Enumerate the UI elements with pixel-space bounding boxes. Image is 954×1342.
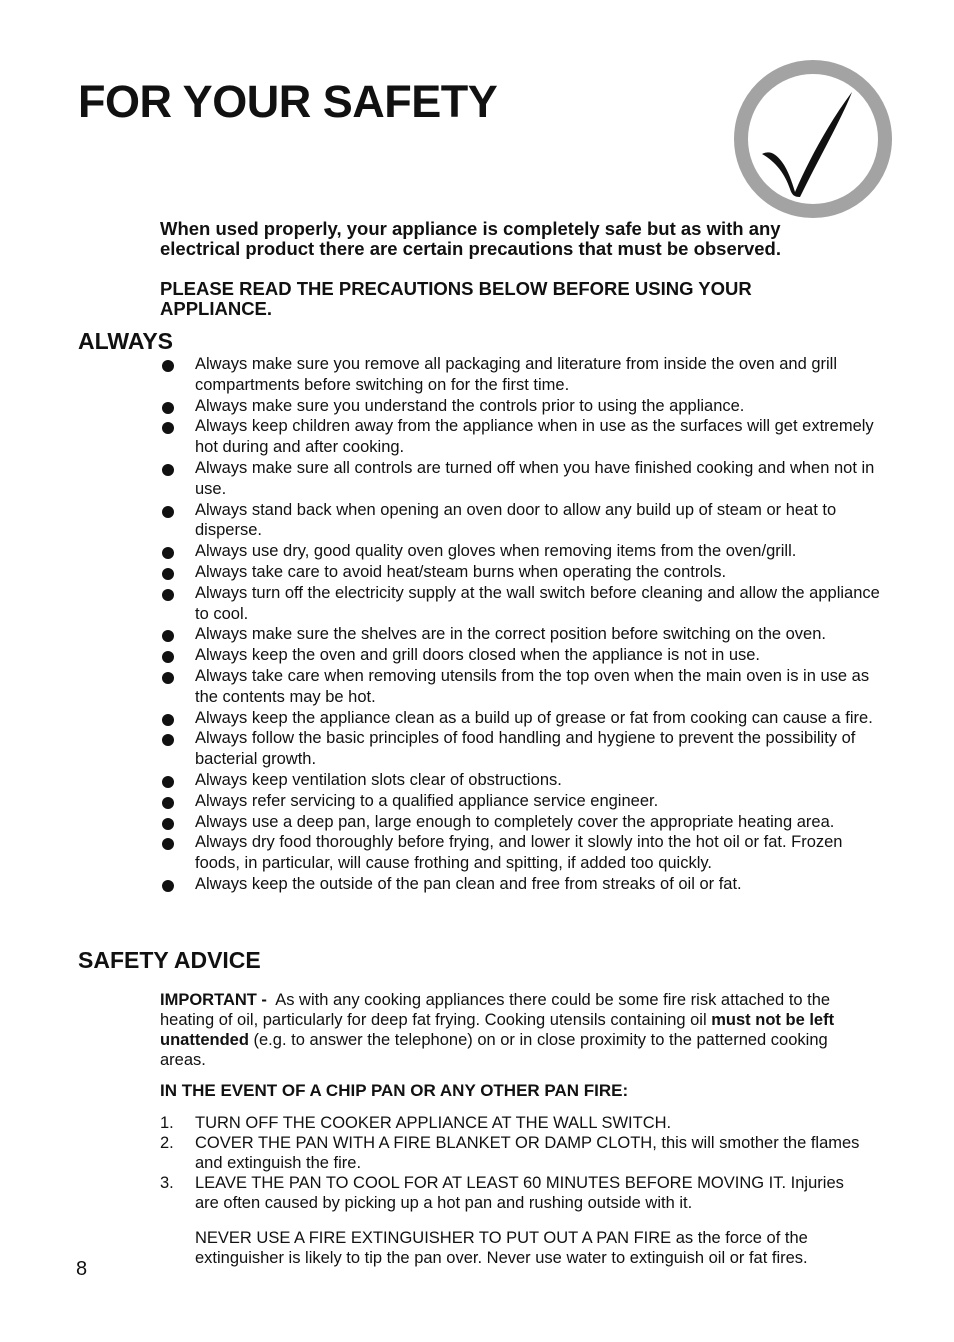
- always-list: [160, 354, 880, 895]
- step-text: TURN OFF THE COOKER APPLIANCE AT THE WALL SWITCH.: [195, 1114, 672, 1132]
- important-emphasis: must not be left unattended: [160, 1011, 835, 1049]
- list-item-text: Always keep the oven and grill doors closed when the appliance is not in use.: [195, 646, 761, 665]
- step-number: 2.: [160, 1134, 174, 1152]
- step-item: [160, 1113, 872, 1133]
- list-item-text: Always stand back when opening an oven door to allow any build up of steam or heat to disperse.: [195, 500, 837, 540]
- list-item: [160, 728, 880, 770]
- list-item: [160, 645, 880, 666]
- bullet-icon: [162, 880, 174, 892]
- page-number: 8: [76, 1258, 88, 1280]
- list-item: [160, 500, 880, 542]
- list-item-text: Always use a deep pan, large enough to completely cover the appropriate heating area.: [195, 812, 835, 831]
- bullet-icon: [162, 506, 174, 518]
- list-item: [160, 354, 880, 396]
- important-text: As with any cooking appliances there could be some fire risk attached to the heating of oil, particularly for deep fat frying. Cooking utensils containing oil: [160, 991, 831, 1029]
- bullet-icon: [162, 547, 174, 559]
- bullet-icon: [162, 568, 174, 580]
- list-item-text: Always keep children away from the appliance when in use as the surfaces will get extremely hot during and after cooking.: [195, 417, 874, 457]
- list-item-text: Always keep ventilation slots clear of obstructions.: [195, 770, 562, 789]
- step-text: COVER THE PAN WITH A FIRE BLANKET OR DAMP CLOTH, this will smother the flames and extinguish the fire.: [195, 1134, 860, 1172]
- bullet-icon: [162, 672, 174, 684]
- list-item: [160, 562, 880, 583]
- list-item-text: Always use dry, good quality oven gloves when removing items from the oven/grill.: [195, 542, 797, 561]
- bullet-icon: [162, 651, 174, 663]
- list-item-text: Always follow the basic principles of food handling and hygiene to prevent the possibility of bacterial growth.: [195, 729, 856, 769]
- list-item: [160, 458, 880, 500]
- step-number: 3.: [160, 1174, 174, 1192]
- intro-statement: When used properly, your appliance is completely safe but as with any electrical product there are certain precautions that must be observed.: [160, 218, 781, 259]
- list-item: [160, 416, 880, 458]
- bullet-icon: [162, 422, 174, 434]
- list-item: [160, 396, 880, 417]
- bullet-icon: [162, 360, 174, 372]
- bullet-icon: [162, 464, 174, 476]
- list-item: [160, 791, 880, 812]
- bullet-icon: [162, 402, 174, 414]
- list-item-text: Always keep the outside of the pan clean and free from streaks of oil or fat.: [195, 874, 742, 893]
- bullet-icon: [162, 630, 174, 642]
- page-title: FOR YOUR SAFETY: [78, 76, 498, 127]
- list-item: [160, 583, 880, 625]
- list-item-text: Always refer servicing to a qualified appliance service engineer.: [195, 791, 659, 810]
- step-item: [160, 1133, 872, 1173]
- list-item-text: Always make sure you understand the controls prior to using the appliance.: [195, 396, 745, 415]
- list-item-text: Always make sure all controls are turned off when you have finished cooking and when not in use.: [195, 458, 875, 498]
- list-item-text: Always take care to avoid heat/steam burns when operating the controls.: [195, 562, 727, 581]
- important-text-continued: (e.g. to answer the telephone) on or in close proximity to the patterned cooking areas.: [160, 1031, 828, 1069]
- important-label: IMPORTANT -: [160, 991, 267, 1009]
- list-item: [160, 666, 880, 708]
- list-item: [160, 708, 880, 729]
- step-text: LEAVE THE PAN TO COOL FOR AT LEAST 60 MINUTES BEFORE MOVING IT. Injuries are often caused by picking up a hot pan and rushing outside with it.: [195, 1174, 844, 1212]
- list-item: [160, 541, 880, 562]
- list-item: [160, 770, 880, 791]
- bullet-icon: [162, 714, 174, 726]
- bullet-icon: [162, 589, 174, 601]
- step-item: [160, 1173, 872, 1213]
- list-item: [160, 624, 880, 645]
- bullet-icon: [162, 734, 174, 746]
- pan-fire-heading: IN THE EVENT OF A CHIP PAN OR ANY OTHER PAN FIRE:: [160, 1081, 629, 1100]
- bullet-icon: [162, 838, 174, 850]
- pan-fire-steps: [160, 1113, 872, 1213]
- read-precautions-notice: PLEASE READ THE PRECAUTIONS BELOW BEFORE USING YOUR APPLIANCE.: [160, 278, 752, 319]
- bullet-icon: [162, 776, 174, 788]
- step-number: 1.: [160, 1114, 174, 1132]
- list-item-text: Always turn off the electricity supply at the wall switch before cleaning and allow the appliance to cool.: [195, 583, 880, 623]
- list-item-text: Always make sure the shelves are in the correct position before switching on the oven.: [195, 625, 826, 644]
- list-item-text: Always make sure you remove all packaging and literature from inside the oven and grill compartments before switching on for the first time.: [195, 355, 837, 394]
- never-extinguisher-notice: NEVER USE A FIRE EXTINGUISHER TO PUT OUT A PAN FIRE as the force of the extinguisher is likely to tip the pan over. Never use water to extinguish oil or fat fires.: [195, 1229, 808, 1267]
- list-item-text: Always keep the appliance clean as a build up of grease or fat from cooking can cause a fire.: [195, 708, 873, 727]
- bullet-icon: [162, 818, 174, 830]
- list-item-text: Always take care when removing utensils from the top oven when the main oven is in use as the contents may be hot.: [195, 666, 870, 706]
- bullet-icon: [162, 797, 174, 809]
- important-paragraph: [160, 990, 872, 1070]
- list-item: [160, 874, 880, 895]
- checkmark-circle-icon: [732, 58, 894, 220]
- safety-advice-heading: SAFETY ADVICE: [78, 947, 261, 973]
- list-item-text: Always dry food thoroughly before frying, and lower it slowly into the hot oil or fat. Frozen foods, in particular, will cause frothing and spitting, if added too quickly.: [195, 833, 843, 873]
- list-item: [160, 812, 880, 833]
- list-item: [160, 832, 880, 874]
- always-heading: ALWAYS: [78, 328, 174, 354]
